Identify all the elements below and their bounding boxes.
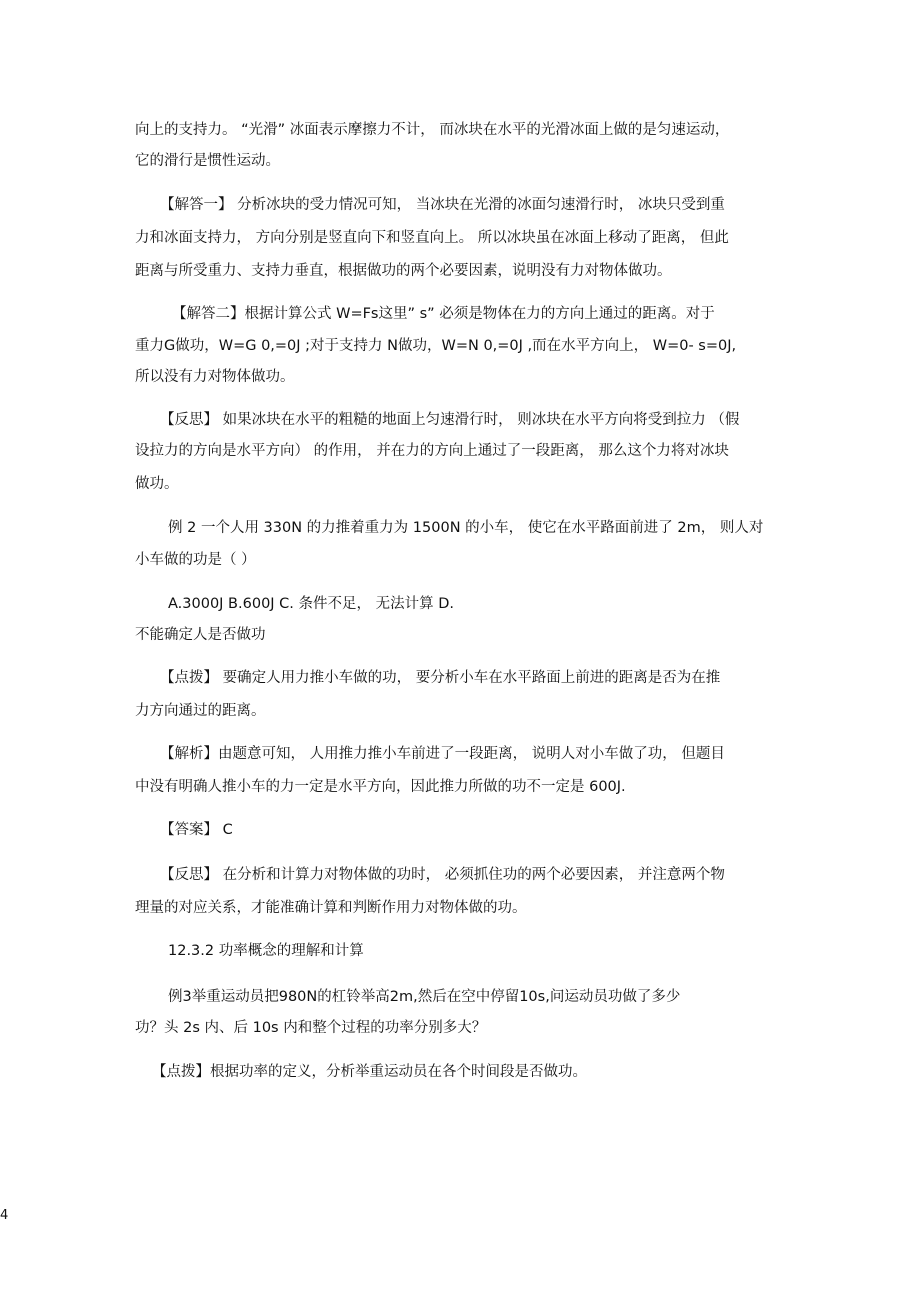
paragraph-line: 例3举重运动员把980N的杠铃举高2m,然后在空中停留10s,问运动员功做了多少 bbox=[168, 989, 681, 1005]
paragraph-line: 力方向通过的距离。 bbox=[135, 703, 266, 719]
paragraph-line: 重力G做功，W=G 0,=0J ;对于支持力 N做功，W=N 0,=0J ,而在水平方向上， W=0- s=0J, bbox=[135, 338, 737, 354]
paragraph-line: 力和冰面支持力， 方向分别是竖直向下和竖直向上。 所以冰块虽在冰面上移动了距离， 但此 bbox=[135, 230, 729, 246]
section-heading: 12.3.2 功率概念的理解和计算 bbox=[168, 943, 364, 959]
paragraph-line: 做功。 bbox=[135, 476, 179, 492]
paragraph-line: 中没有明确人推小车的力一定是水平方向，因此推力所做的功不一定是 600J. bbox=[135, 779, 626, 795]
paragraph-line: 功？头 2s 内、后 10s 内和整个过程的功率分别多大？ bbox=[135, 1020, 487, 1036]
paragraph-line: 【解答二】根据计算公式 W=Fs这里” s” 必须是物体在力的方向上通过的距离。对于 bbox=[172, 306, 715, 322]
paragraph-line: 【解答一】 分析冰块的受力情况可知， 当冰块在光滑的冰面匀速滑行时， 冰块只受到重 bbox=[160, 197, 725, 213]
paragraph-line: 理量的对应关系，才能准确计算和判断作用力对物体做的功。 bbox=[135, 900, 527, 916]
paragraph-line: 所以没有力对物体做功。 bbox=[135, 369, 295, 385]
page-number: 4 bbox=[0, 1208, 9, 1223]
paragraph-line: 【点拨】 要确定人用力推小车做的功， 要分析小车在水平路面上前进的距离是否为在推 bbox=[160, 670, 721, 686]
paragraph-line: 【反思】 如果冰块在水平的粗糙的地面上匀速滑行时， 则冰块在水平方向将受到拉力 （假 bbox=[160, 412, 740, 428]
paragraph-line: 【点拨】根据功率的定义，分析举重运动员在各个时间段是否做功。 bbox=[152, 1064, 587, 1080]
answer-line: 【答案】 C bbox=[160, 822, 233, 838]
paragraph-line: 它的滑行是惯性运动。 bbox=[135, 153, 280, 169]
paragraph-line: 【解析】由题意可知， 人用推力推小车前进了一段距离， 说明人对小车做了功， 但题目 bbox=[160, 746, 725, 762]
paragraph-line: 【反思】 在分析和计算力对物体做的功时， 必须抓住功的两个必要因素， 并注意两个物 bbox=[160, 867, 725, 883]
paragraph-line: 小车做的功是（ ） bbox=[135, 552, 256, 568]
paragraph-line: 不能确定人是否做功 bbox=[135, 627, 266, 643]
paragraph-line: 向上的支持力。 “光滑” 冰面表示摩擦力不计， 而冰块在水平的光滑冰面上做的是匀速运动， bbox=[135, 122, 730, 138]
paragraph-line: 设拉力的方向是水平方向） 的作用， 并在力的方向上通过了一段距离， 那么这个力将对冰块 bbox=[135, 443, 729, 459]
answer-options-line: A.3000J B.600J C. 条件不足， 无法计算 D. bbox=[168, 596, 455, 612]
paragraph-line: 例 2 一个人用 330N 的力推着重力为 1500N 的小车， 使它在水平路面前进了 2m， 则人对 bbox=[168, 520, 764, 536]
paragraph-line: 距离与所受重力、支持力垂直，根据做功的两个必要因素，说明没有力对物体做功。 bbox=[135, 263, 672, 279]
